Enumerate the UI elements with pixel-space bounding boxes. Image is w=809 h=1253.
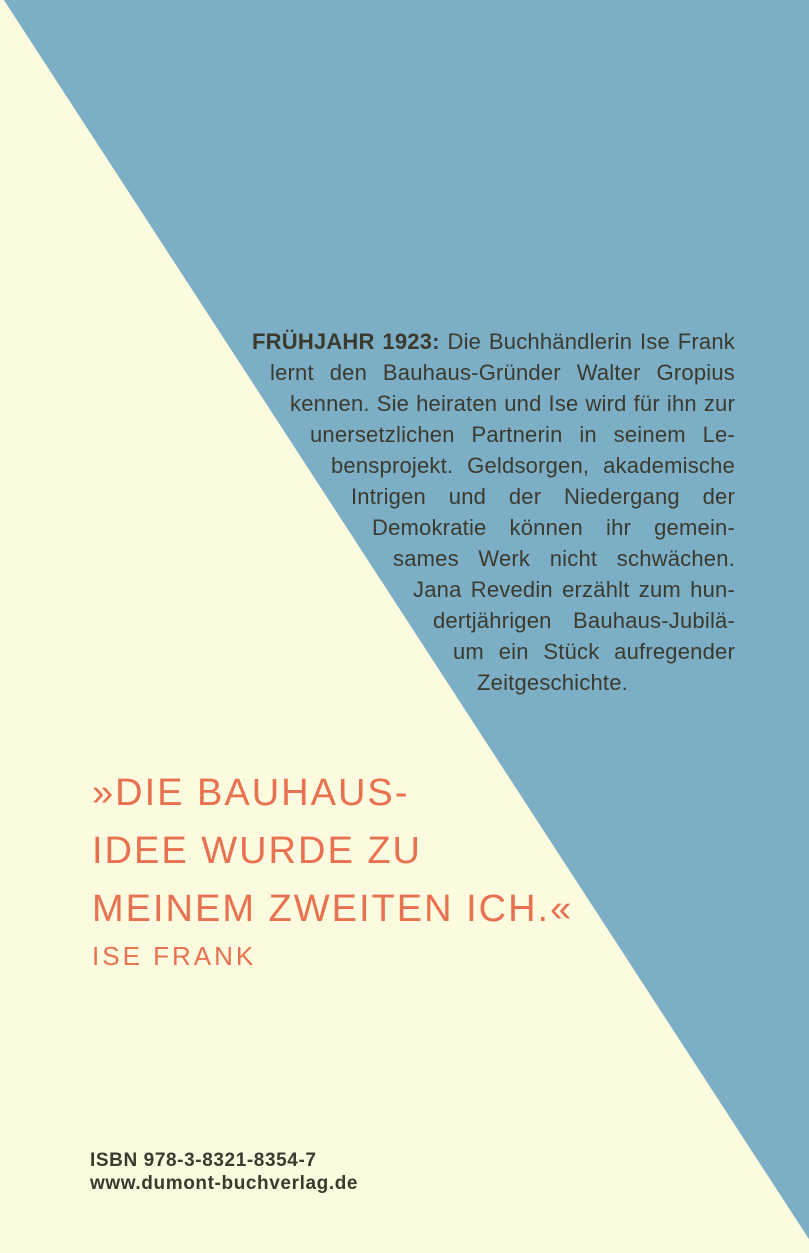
imprint-block [90,1149,358,1195]
publisher-website: www.dumont-buchverlag.de [90,1173,359,1194]
blurb-line: sames Werk nicht schwächen. [393,546,735,571]
blurb-lead-in: FRÜHJAHR 1923: [252,329,440,354]
blurb-line: unersetzlichen Partnerin in seinem Le- [310,422,735,447]
quote-line: MEINEM ZWEITEN ICH.« [92,888,574,930]
blurb-line: bensprojekt. Geldsorgen, akademische [331,453,735,478]
blurb-line: Zeitgeschichte. [477,670,628,695]
isbn-text: ISBN 978-3-8321-8354-7 [90,1150,317,1171]
quote-line: »DIE BAUHAUS- [92,772,410,814]
blurb-line: Jana Revedin erzählt zum hun- [413,577,735,602]
blurb-line: dertjährigen Bauhaus-Jubilä- [433,608,735,633]
pull-quote [92,764,573,974]
blurb-line: kennen. Sie heiraten und Ise wird für ihn zur [290,391,735,416]
blurb-paragraph [252,326,735,698]
blurb-line: lernt den Bauhaus-Gründer Walter Gropius [270,360,735,385]
blurb-line: Demokratie können ihr gemein- [372,515,735,540]
blurb-line [252,326,735,357]
quote-line: IDEE WURDE ZU [92,830,422,872]
blurb-line: Intrigen und der Niedergang der [351,484,735,509]
quote-attribution: ISE FRANK [92,941,257,971]
blurb-lead-rest: Die Buchhändlerin Ise Frank [447,329,735,354]
blurb-line: um ein Stück aufregender [453,639,735,664]
